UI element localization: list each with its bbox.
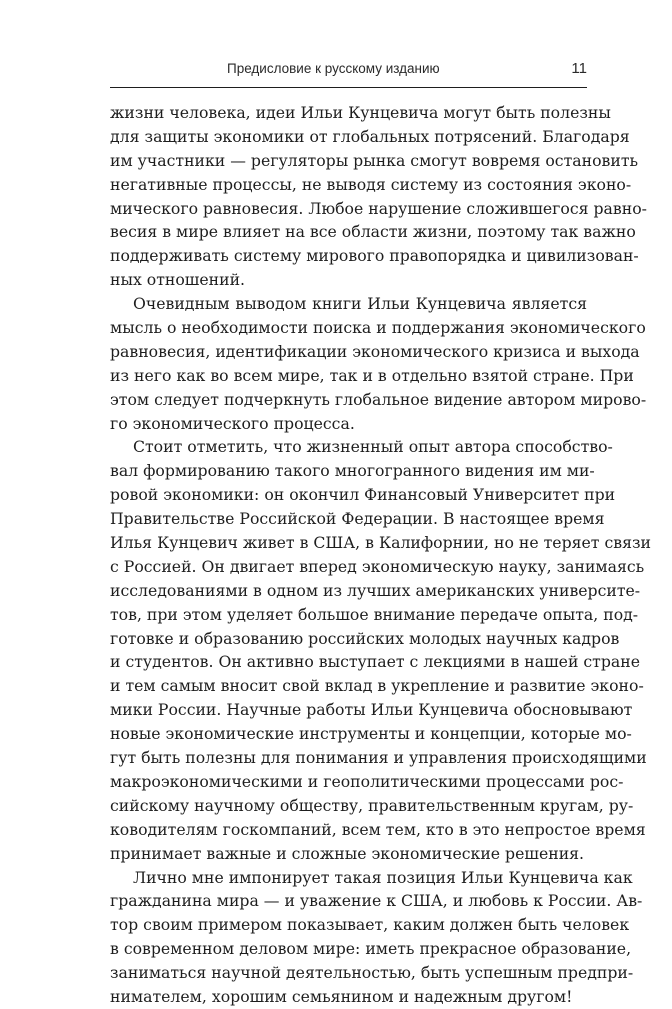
text-line: им участники — регуляторы рынка смогут вовремя остановить	[110, 150, 639, 170]
text-line: Илья Кунцевич живет в США, в Калифорнии, но не теряет связи	[110, 533, 651, 553]
text-line: Очевидным выводом книги Ильи Кунцевича является	[133, 294, 587, 314]
text-line: го экономического процесса.	[110, 413, 355, 433]
text-line: новые экономические инструменты и концепции, которые мо-	[110, 724, 632, 744]
text-line: негативные процессы, не выводя систему из состояния эконо-	[110, 174, 632, 194]
text-line: сийскому научному обществу, правительственным кругам, ру-	[110, 795, 634, 815]
text-line: заниматься научной деятельностью, быть успешным предпри-	[110, 963, 634, 983]
text-line: ровой экономики: он окончил Финансовый Университет при	[110, 485, 616, 505]
text-line: из него как во всем мире, так и в отдельно взятой стране. При	[110, 365, 634, 385]
text-line: мысль о необходимости поиска и поддержания экономического	[110, 318, 646, 338]
text-line: ководителям госкомпаний, всем тем, кто в это непростое время	[110, 819, 646, 839]
text-line: поддерживать систему мирового правопорядка и цивилизован-	[110, 246, 639, 266]
text-line: Правительстве Российской Федерации. В настоящее время	[110, 509, 605, 529]
text-line: тор своим примером показывает, каким должен быть человек	[110, 915, 630, 935]
text-line: гут быть полезны для понимания и управления происходящими	[110, 748, 647, 768]
text-line: гражданина мира — и уважение к США, и любовь к России. Ав-	[110, 891, 643, 911]
running-header-title: Предисловие к русскому изданию	[227, 61, 440, 76]
text-line: тов, при этом уделяет большое внимание передаче опыта, под-	[110, 604, 639, 624]
header-divider	[110, 87, 587, 88]
text-line: весия в мире влияет на все области жизни, поэтому так важно	[110, 222, 636, 242]
page-number: 11	[571, 60, 587, 77]
text-line: мического равновесия. Любое нарушение сложившегося равно-	[110, 198, 647, 218]
running-header	[110, 61, 587, 83]
text-line: вал формированию такого многогранного видения им ми-	[110, 461, 595, 481]
text-line: готовке и образованию российских молодых научных кадров	[110, 628, 620, 648]
body-text	[110, 101, 651, 1009]
text-line: макроэкономическими и геополитическими процессами рос-	[110, 771, 624, 791]
text-line: исследованиями в одном из лучших американских университе-	[110, 580, 641, 600]
text-line: и студентов. Он активно выступает с лекциями в нашей стране	[110, 652, 640, 672]
text-line: мики России. Научные работы Ильи Кунцевича обосновывают	[110, 700, 633, 720]
text-line: нимателем, хорошим семьянином и надежным другом!	[110, 986, 573, 1006]
text-line: этом следует подчеркнуть глобальное видение автором мирово-	[110, 389, 647, 409]
text-line: ных отношений.	[110, 270, 246, 290]
text-line: Стоит отметить, что жизненный опыт автора способство-	[133, 437, 613, 457]
text-line: в современном деловом мире: иметь прекрасное образование,	[110, 939, 632, 959]
text-line: равновесия, идентификации экономического кризиса и выхода	[110, 341, 640, 361]
text-line: с Россией. Он двигает вперед экономическую науку, занимаясь	[110, 556, 645, 576]
text-line: принимает важные и сложные экономические решения.	[110, 843, 585, 863]
text-line: для защиты экономики от глобальных потрясений. Благодаря	[110, 126, 630, 146]
text-line: и тем самым вносит свой вклад в укрепление и развитие эконо-	[110, 676, 644, 696]
text-line: жизни человека, идеи Ильи Кунцевича могут быть полезны	[110, 103, 611, 122]
text-line: Лично мне импонирует такая позиция Ильи Кунцевича как	[133, 867, 633, 887]
